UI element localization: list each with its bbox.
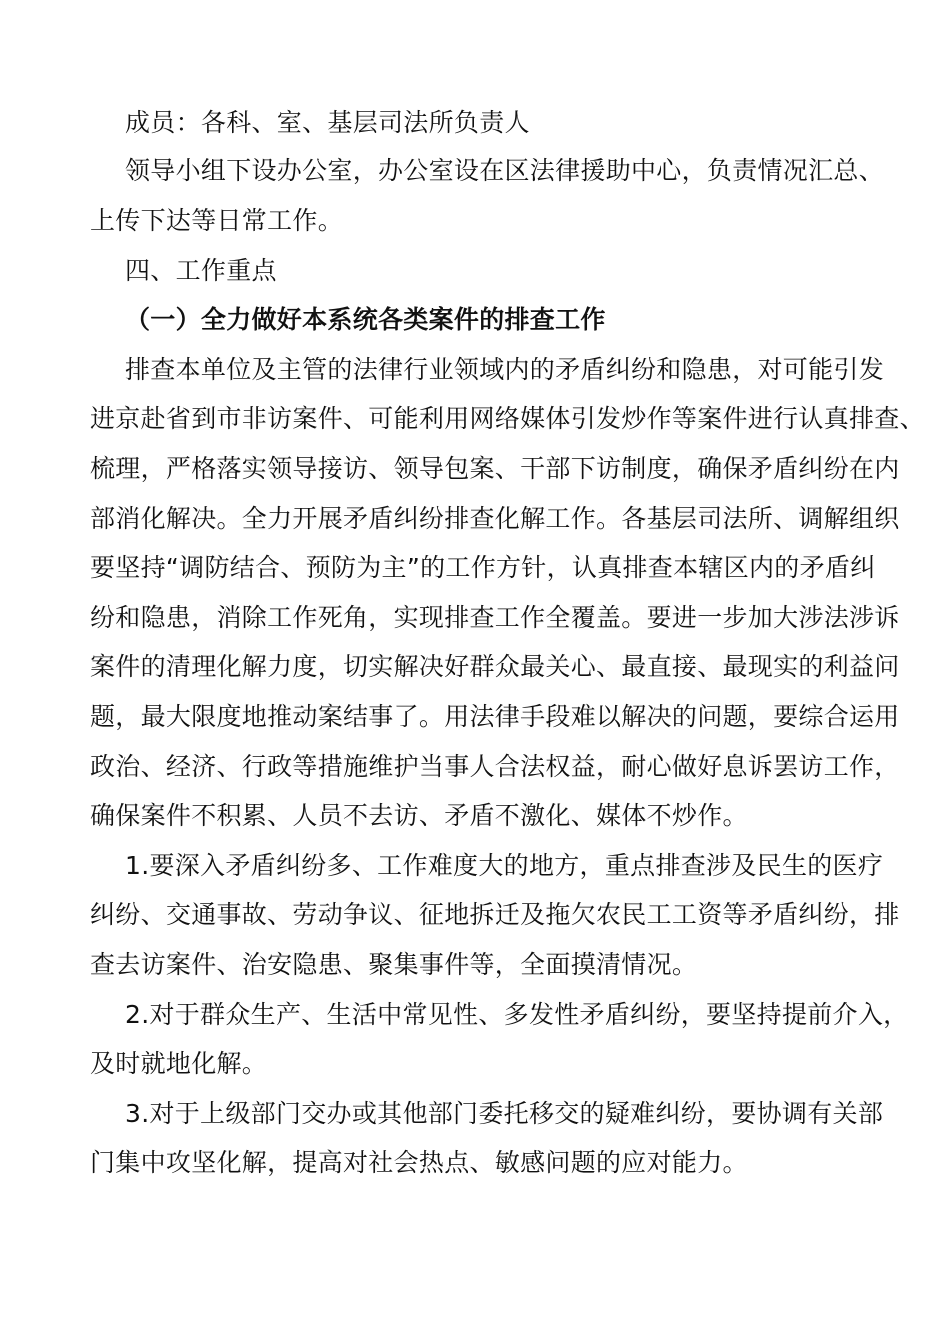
body-paragraph-line-7: 案件的清理化解力度，切实解决好群众最关心、最直接、最现实的利益问 <box>90 652 900 681</box>
item-2-line-2: 及时就地化解。 <box>90 1049 268 1078</box>
item-3-line-2: 门集中攻坚化解，提高对社会热点、敏感问题的应对能力。 <box>90 1148 748 1177</box>
item-1-line-3: 查去访案件、治安隐患、聚集事件等，全面摸清情况。 <box>90 950 698 979</box>
body-paragraph-line-3: 梳理，严格落实领导接访、领导包案、干部下访制度，确保矛盾纠纷在内 <box>90 454 900 483</box>
body-paragraph-line-5: 要坚持“调防结合、预防为主”的工作方针，认真排查本辖区内的矛盾纠 <box>90 553 876 582</box>
body-paragraph-line-4: 部消化解决。全力开展矛盾纠纷排查化解工作。各基层司法所、调解组织 <box>90 504 900 533</box>
office-paragraph-line-1: 领导小组下设办公室，办公室设在区法律援助中心，负责情况汇总、 <box>125 156 885 185</box>
section-heading: 四、工作重点 <box>125 256 277 285</box>
subsection-heading: （一）全力做好本系统各类案件的排查工作 <box>125 305 606 334</box>
office-paragraph-line-2: 上传下达等日常工作。 <box>90 206 344 235</box>
members-line: 成员：各科、室、基层司法所负责人 <box>125 108 530 137</box>
item-3-line-1: 3.对于上级部门交办或其他部门委托移交的疑难纠纷，要协调有关部 <box>125 1099 884 1128</box>
body-paragraph-line-9: 政治、经济、行政等措施维护当事人合法权益，耐心做好息诉罢访工作， <box>90 752 900 781</box>
item-1-line-2: 纠纷、交通事故、劳动争议、征地拆迁及拖欠农民工工资等矛盾纠纷，排 <box>90 900 900 929</box>
item-2-line-1: 2.对于群众生产、生活中常见性、多发性矛盾纠纷，要坚持提前介入， <box>125 1000 909 1029</box>
body-paragraph-line-2: 进京赴省到市非访案件、可能利用网络媒体引发炒作等案件进行认真排查、 <box>90 404 925 433</box>
body-paragraph-line-8: 题，最大限度地推动案结事了。用法律手段难以解决的问题，要综合运用 <box>90 702 900 731</box>
item-1-line-1: 1.要深入矛盾纠纷多、工作难度大的地方，重点排查涉及民生的医疗 <box>125 851 884 880</box>
body-paragraph-line-6: 纷和隐患，消除工作死角，实现排查工作全覆盖。要进一步加大涉法涉诉 <box>90 603 900 632</box>
body-paragraph-line-10: 确保案件不积累、人员不去访、矛盾不激化、媒体不炒作。 <box>90 801 748 830</box>
body-paragraph-line-1: 排查本单位及主管的法律行业领域内的矛盾纠纷和隐患，对可能引发 <box>125 355 885 384</box>
